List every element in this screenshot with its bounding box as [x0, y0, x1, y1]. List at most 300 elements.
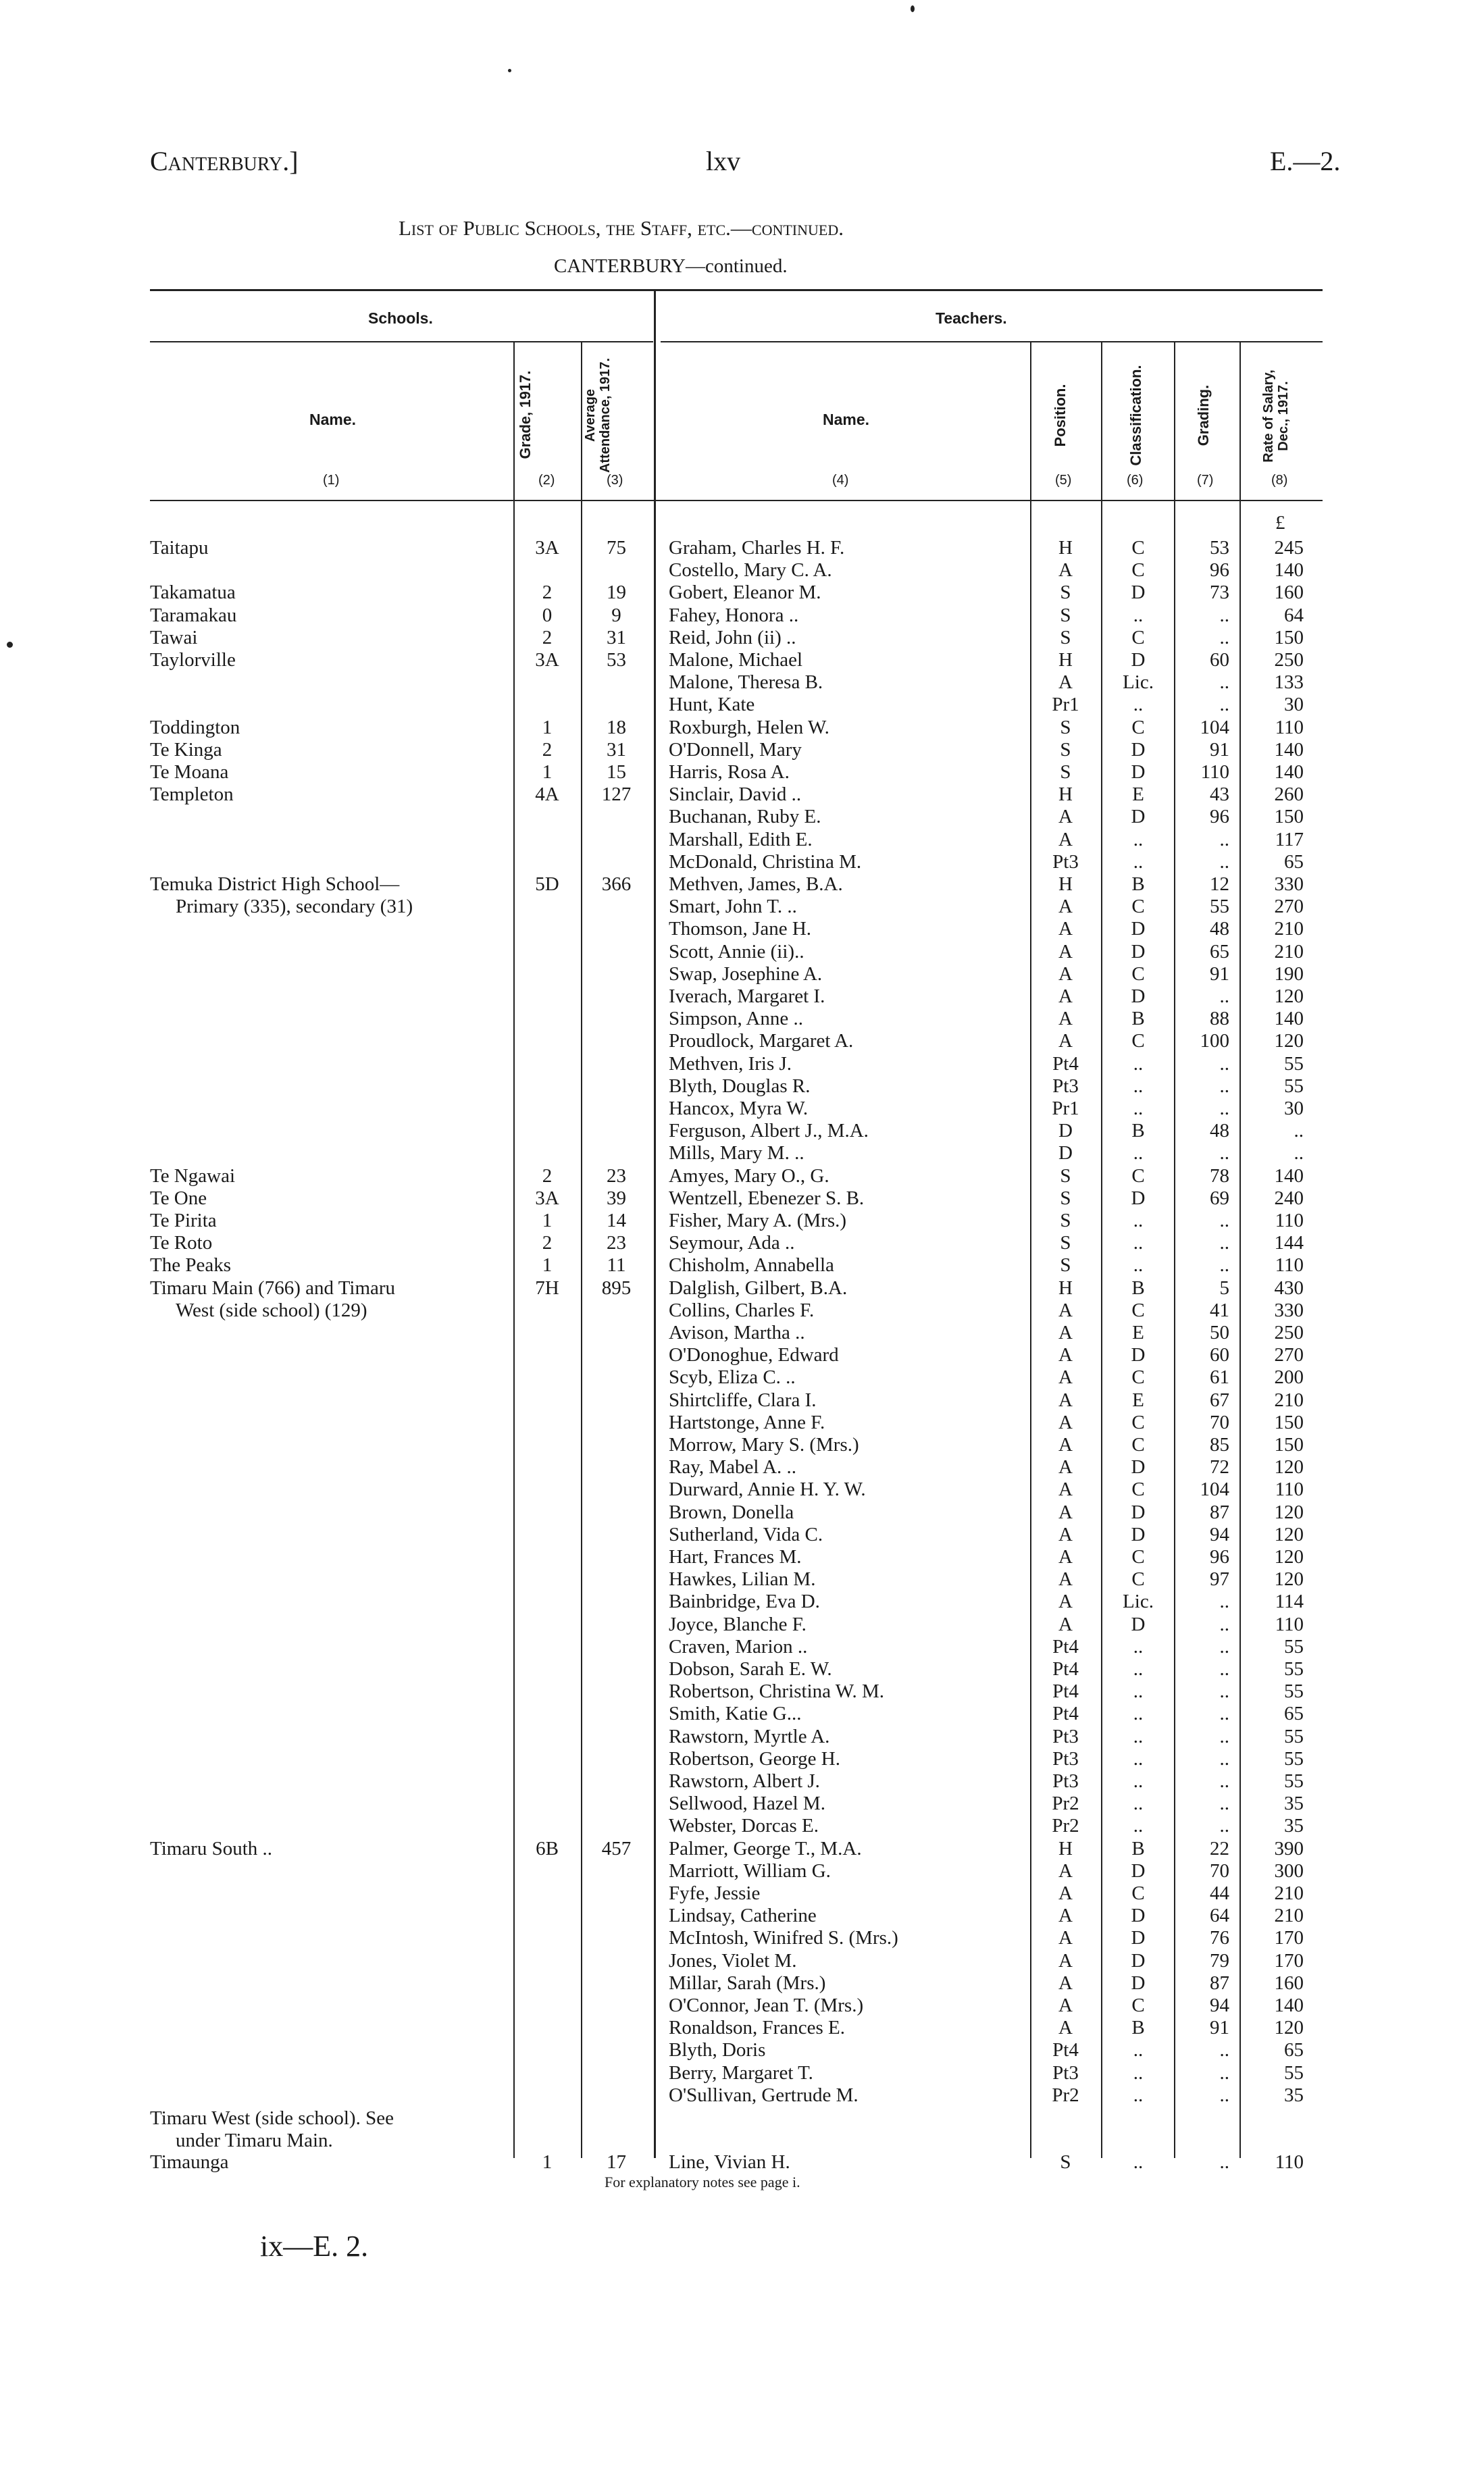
grade-value: 2	[542, 582, 553, 604]
classification-value: C	[1131, 1164, 1145, 1187]
teacher-name: Iverach, Margaret I.	[669, 985, 825, 1007]
salary-value: 140	[1274, 761, 1304, 783]
school-name: Tawai	[150, 626, 198, 648]
attendance-value: 23	[607, 1232, 626, 1254]
col-rule-1	[513, 341, 515, 2158]
header-left: Canterbury.]	[150, 146, 299, 176]
position-value: A	[1058, 1366, 1073, 1389]
grade-value: 2	[542, 1164, 553, 1187]
classification-value: B	[1131, 873, 1145, 895]
classification-value: ..	[1133, 1098, 1144, 1119]
grade-value: 1	[542, 716, 553, 738]
position-value: A	[1058, 1008, 1073, 1030]
grading-value: 64	[1210, 1905, 1229, 1927]
teacher-name: Malone, Theresa B.	[669, 671, 823, 694]
grade-value: 1	[542, 2151, 553, 2173]
attendance-value: 75	[607, 537, 626, 559]
grading-heading: Grading.	[1195, 384, 1212, 446]
school-name: Timaru South ..	[150, 1837, 273, 1859]
grading-value: 110	[1200, 761, 1229, 783]
school-name: Taitapu	[150, 537, 209, 559]
attendance-value: 11	[607, 1254, 626, 1277]
attendance-value: 17	[607, 2151, 626, 2173]
teacher-name: O'Sullivan, Gertrude M.	[669, 2084, 859, 2106]
salary-value: 55	[1284, 1680, 1304, 1703]
grading-value: ..	[1219, 1232, 1229, 1254]
grading-value: 88	[1210, 1008, 1229, 1030]
col-num-3: (3)	[607, 473, 623, 488]
teacher-name: Ray, Mabel A. ..	[669, 1456, 797, 1479]
position-value: S	[1060, 626, 1071, 648]
position-value: A	[1058, 671, 1073, 694]
grading-value: 104	[1200, 1479, 1229, 1501]
classification-value: D	[1131, 1187, 1146, 1209]
salary-value: 300	[1274, 1859, 1304, 1882]
salary-value: 140	[1274, 559, 1304, 582]
attendance-value: 31	[607, 626, 626, 648]
teacher-name: Blyth, Douglas R.	[669, 1075, 811, 1097]
salary-value: 240	[1274, 1187, 1304, 1209]
attendance-value: 15	[607, 761, 626, 783]
salary-value: 170	[1274, 1927, 1304, 1949]
grading-value: 76	[1210, 1927, 1229, 1949]
classification-value: ..	[1133, 694, 1144, 716]
teacher-name: Webster, Dorcas E.	[669, 1815, 819, 1837]
grading-value: 104	[1200, 716, 1229, 738]
teacher-name: Berry, Margaret T.	[669, 2061, 813, 2084]
grading-value: 91	[1210, 738, 1229, 761]
classification-value: C	[1131, 963, 1145, 985]
classification-value: E	[1132, 1389, 1144, 1411]
school-name-heading: Name.	[309, 411, 357, 428]
col-num-8: (8)	[1271, 473, 1288, 488]
grade-value: 3A	[535, 649, 559, 671]
teacher-name: Dalglish, Gilbert, B.A.	[669, 1277, 848, 1299]
col-num-7: (7)	[1197, 473, 1214, 488]
position-value: Pt4	[1052, 1680, 1079, 1703]
classification-value: D	[1131, 1905, 1146, 1927]
classification-value: ..	[1133, 2039, 1144, 2061]
grading-value: 70	[1210, 1859, 1229, 1882]
teacher-name: Buchanan, Ruby E.	[669, 806, 821, 828]
position-value: S	[1060, 1254, 1071, 1277]
teacher-name: Wentzell, Ebenezer S. B.	[669, 1187, 865, 1209]
teacher-name: Swap, Josephine A.	[669, 963, 823, 985]
position-value: A	[1058, 1568, 1073, 1591]
teacher-name: Gobert, Eleanor M.	[669, 582, 821, 604]
salary-value: 55	[1284, 1635, 1304, 1658]
classification-value: C	[1131, 559, 1145, 582]
salary-value: 114	[1275, 1591, 1304, 1613]
position-value: D	[1058, 1142, 1073, 1164]
salary-value: 150	[1274, 1411, 1304, 1433]
teacher-name: Sinclair, David ..	[669, 784, 802, 806]
teacher-name: Amyes, Mary O., G.	[669, 1164, 829, 1187]
grading-value: 94	[1210, 1523, 1229, 1545]
salary-value: 120	[1274, 1501, 1304, 1523]
position-value: S	[1060, 2151, 1071, 2173]
grading-value: ..	[1219, 1142, 1229, 1164]
grading-value: ..	[1219, 626, 1229, 648]
salary-value: 110	[1275, 1254, 1304, 1277]
classification-value: ..	[1133, 604, 1144, 626]
salary-value: 55	[1284, 1052, 1304, 1075]
teacher-name: Mills, Mary M. ..	[669, 1142, 804, 1164]
classification-value: ..	[1133, 1703, 1144, 1725]
position-value: Pt3	[1052, 1075, 1079, 1097]
schools-heading: Schools.	[368, 309, 433, 327]
salary-value: 140	[1274, 1164, 1304, 1187]
salary-value: 120	[1274, 985, 1304, 1007]
teacher-name: Lindsay, Catherine	[669, 1905, 817, 1927]
position-value: S	[1060, 1232, 1071, 1254]
classification-value: D	[1131, 649, 1146, 671]
grading-value: 65	[1210, 940, 1229, 963]
classification-value: C	[1131, 1411, 1145, 1433]
classification-heading: Classification.	[1127, 365, 1144, 466]
salary-value: 30	[1284, 1098, 1304, 1119]
teacher-name: McDonald, Christina M.	[669, 850, 862, 873]
grade-value: 1	[542, 1254, 553, 1277]
grading-value: ..	[1219, 694, 1229, 716]
salary-value: 110	[1275, 2151, 1304, 2173]
col-rule-3	[654, 289, 656, 2158]
position-value: Pr2	[1052, 1793, 1079, 1815]
school-name: Templeton	[150, 784, 234, 806]
classification-value: ..	[1133, 2084, 1144, 2106]
position-value: Pr2	[1052, 1815, 1079, 1837]
classification-value: C	[1131, 896, 1145, 918]
teacher-name: Hancox, Myra W.	[669, 1098, 809, 1119]
classification-value: D	[1131, 1501, 1146, 1523]
teacher-name: Jones, Violet M.	[669, 1949, 797, 1972]
grading-value: ..	[1219, 1254, 1229, 1277]
teacher-name: Palmer, George T., M.A.	[669, 1837, 862, 1859]
classification-value: C	[1131, 1434, 1145, 1456]
teacher-name: Robertson, Christina W. M.	[669, 1680, 885, 1703]
classification-value: C	[1131, 1030, 1145, 1052]
col-num-2: (2)	[538, 473, 555, 488]
teacher-name: Harris, Rosa A.	[669, 761, 790, 783]
classification-value: C	[1131, 537, 1145, 559]
school-name-cont: West (side school) (129)	[176, 1299, 367, 1321]
teacher-name: Ronaldson, Frances E.	[669, 2017, 845, 2039]
salary-value: 260	[1274, 784, 1304, 806]
teacher-name: Thomson, Jane H.	[669, 918, 812, 940]
grading-value: 97	[1210, 1568, 1229, 1591]
teacher-name: O'Donnell, Mary	[669, 738, 802, 761]
salary-value: 190	[1274, 963, 1304, 985]
classification-value: ..	[1133, 1747, 1144, 1770]
grading-value: 91	[1210, 2017, 1229, 2039]
position-value: A	[1058, 1546, 1073, 1568]
classification-value: D	[1131, 1859, 1146, 1882]
classification-value: ..	[1133, 828, 1144, 850]
grading-value: 44	[1210, 1882, 1229, 1904]
teacher-name: Collins, Charles F.	[669, 1299, 815, 1321]
position-value: Pt4	[1052, 1658, 1079, 1680]
teacher-name: Sutherland, Vida C.	[669, 1523, 823, 1545]
salary-value: 120	[1274, 1546, 1304, 1568]
grading-value: 70	[1210, 1411, 1229, 1433]
position-value: S	[1060, 716, 1071, 738]
col-rule-5	[1101, 341, 1102, 2158]
grading-value: 79	[1210, 1949, 1229, 1972]
teacher-name: Rawstorn, Albert J.	[669, 1770, 820, 1792]
teacher-name: Fisher, Mary A. (Mrs.)	[669, 1210, 847, 1231]
classification-value: E	[1132, 784, 1144, 806]
position-value: A	[1058, 806, 1073, 828]
position-value: H	[1058, 873, 1073, 895]
salary-value: 55	[1284, 1747, 1304, 1770]
school-name: Taylorville	[150, 649, 236, 671]
salary-value: 140	[1274, 738, 1304, 761]
salary-value: 55	[1284, 1725, 1304, 1747]
position-value: S	[1060, 604, 1071, 626]
salary-value: 117	[1275, 828, 1304, 850]
position-value: A	[1058, 1456, 1073, 1479]
classification-value: D	[1131, 761, 1146, 783]
grade-value: 3A	[535, 537, 559, 559]
col-rule-7	[1239, 341, 1241, 2158]
school-name: Te Kinga	[150, 738, 222, 761]
classification-value: C	[1131, 1995, 1145, 2016]
teacher-name: Hart, Frances M.	[669, 1546, 802, 1568]
classification-value: ..	[1133, 1232, 1144, 1254]
grading-value: 87	[1210, 1972, 1229, 1994]
school-name: Takamatua	[150, 582, 236, 604]
school-name: Timaunga	[150, 2151, 229, 2173]
grading-value: 100	[1200, 1030, 1229, 1052]
classification-value: ..	[1133, 1635, 1144, 1658]
position-value: H	[1058, 1277, 1073, 1299]
position-value: A	[1058, 1949, 1073, 1972]
classification-value: ..	[1133, 1815, 1144, 1837]
attendance-value: 23	[607, 1164, 626, 1187]
classification-value: ..	[1133, 1075, 1144, 1097]
col-rule-6	[1174, 341, 1175, 2158]
grading-value: 61	[1210, 1366, 1229, 1389]
school-name: Te Moana	[150, 761, 229, 783]
teacher-name: Scott, Annie (ii)..	[669, 940, 804, 963]
grading-value: ..	[1219, 1210, 1229, 1231]
classification-value: D	[1131, 985, 1146, 1007]
page-subtitle: CANTERBURY—continued.	[554, 255, 788, 277]
classification-value: ..	[1133, 1142, 1144, 1164]
grading-value: 87	[1210, 1501, 1229, 1523]
classification-value: C	[1131, 1882, 1145, 1904]
attendance-value: 9	[611, 604, 621, 626]
position-value: A	[1058, 1501, 1073, 1523]
position-value: A	[1058, 1344, 1073, 1366]
salary-value: 150	[1274, 626, 1304, 648]
salary-value: 210	[1274, 1905, 1304, 1927]
salary-value: 160	[1274, 582, 1304, 604]
teachers-group-rule	[661, 341, 1323, 342]
teacher-name: Simpson, Anne ..	[669, 1008, 803, 1030]
attendance-value: 53	[607, 649, 626, 671]
classification-value: B	[1131, 2017, 1145, 2039]
teacher-name: Hartstonge, Anne F.	[669, 1411, 825, 1433]
classification-value: C	[1131, 1568, 1145, 1591]
grading-value: ..	[1219, 1747, 1229, 1770]
salary-value: 120	[1274, 2017, 1304, 2039]
classification-value: Lic.	[1123, 671, 1154, 694]
grading-value: 69	[1210, 1187, 1229, 1209]
grade-value: 1	[542, 761, 553, 783]
position-value: Pt4	[1052, 2039, 1079, 2061]
grade-value: 2	[542, 738, 553, 761]
position-value: Pt4	[1052, 1635, 1079, 1658]
teacher-name: Smith, Katie G...	[669, 1703, 802, 1725]
school-name-cont: Primary (335), secondary (31)	[176, 896, 413, 918]
grading-value: ..	[1219, 2061, 1229, 2084]
classification-value: ..	[1133, 1052, 1144, 1075]
salary-value: 140	[1274, 1008, 1304, 1030]
teacher-name: Brown, Donella	[669, 1501, 794, 1523]
teacher-name: Malone, Michael	[669, 649, 803, 671]
grading-value: ..	[1219, 1703, 1229, 1725]
teacher-name: Chisholm, Annabella	[669, 1254, 834, 1277]
position-value: A	[1058, 896, 1073, 918]
school-name: The Peaks	[150, 1254, 231, 1277]
grading-value: 50	[1210, 1322, 1229, 1343]
classification-value: ..	[1133, 1658, 1144, 1680]
classification-value: C	[1131, 1479, 1145, 1501]
teacher-name: Smart, John T. ..	[669, 896, 797, 918]
salary-value: 210	[1274, 1389, 1304, 1411]
grading-value: 5	[1219, 1277, 1229, 1299]
page-number: lxv	[706, 146, 741, 176]
position-value: A	[1058, 1613, 1073, 1635]
grade-value: 6B	[536, 1837, 559, 1859]
position-value: D	[1058, 1120, 1073, 1142]
teacher-name: Millar, Sarah (Mrs.)	[669, 1972, 826, 1994]
grading-value: ..	[1219, 1815, 1229, 1837]
classification-value: C	[1131, 716, 1145, 738]
classification-value: B	[1131, 1120, 1145, 1142]
salary-value: 55	[1284, 1658, 1304, 1680]
position-value: S	[1060, 582, 1071, 604]
grading-value: ..	[1219, 1613, 1229, 1635]
position-value: A	[1058, 918, 1073, 940]
grading-value: ..	[1219, 1052, 1229, 1075]
classification-value: D	[1131, 738, 1146, 761]
teacher-name: Joyce, Blanche F.	[669, 1613, 807, 1635]
col-rule-2	[581, 341, 582, 2158]
position-value: A	[1058, 1972, 1073, 1994]
position-value: Pr2	[1052, 2084, 1079, 2106]
salary-value: 110	[1275, 716, 1304, 738]
position-value: A	[1058, 1299, 1073, 1321]
position-value: A	[1058, 2017, 1073, 2039]
grading-value: ..	[1219, 828, 1229, 850]
position-value: H	[1058, 1837, 1073, 1859]
salary-value: 30	[1284, 694, 1304, 716]
teacher-name: Dobson, Sarah E. W.	[669, 1658, 832, 1680]
school-name: Temuka District High School—	[150, 873, 400, 895]
salary-value: 120	[1274, 1456, 1304, 1479]
grade-heading: Grade, 1917.	[517, 370, 534, 459]
salary-value: 120	[1274, 1523, 1304, 1545]
grading-value: 96	[1210, 1546, 1229, 1568]
salary-value: 55	[1284, 1770, 1304, 1792]
grading-value: ..	[1219, 1658, 1229, 1680]
salary-value: 65	[1284, 1703, 1304, 1725]
grading-value: ..	[1219, 2084, 1229, 2106]
teacher-name: Robertson, George H.	[669, 1747, 840, 1770]
school-name: Te Pirita	[150, 1210, 217, 1231]
grading-value: ..	[1219, 1725, 1229, 1747]
classification-value: ..	[1133, 1725, 1144, 1747]
classification-value: ..	[1133, 1770, 1144, 1792]
grading-value: 96	[1210, 559, 1229, 582]
position-value: A	[1058, 828, 1073, 850]
grading-value: 55	[1210, 896, 1229, 918]
position-heading: Position.	[1052, 384, 1069, 447]
position-value: A	[1058, 559, 1073, 582]
teacher-name: Fyfe, Jessie	[669, 1882, 761, 1904]
salary-value: 150	[1274, 806, 1304, 828]
school-name: Timaru Main (766) and Timaru	[150, 1277, 396, 1299]
position-value: Pt4	[1052, 1703, 1079, 1725]
grade-value: 1	[542, 1210, 553, 1231]
position-value: A	[1058, 1859, 1073, 1882]
position-value: Pt3	[1052, 1747, 1079, 1770]
teacher-name: Bainbridge, Eva D.	[669, 1591, 820, 1613]
teacher-name: Avison, Martha ..	[669, 1322, 805, 1343]
teacher-name: Marshall, Edith E.	[669, 828, 813, 850]
grade-value: 2	[542, 626, 553, 648]
salary-value: 200	[1274, 1366, 1304, 1389]
salary-value: 110	[1275, 1479, 1304, 1501]
header-right: E.—2.	[1270, 146, 1341, 176]
salary-value: 210	[1274, 918, 1304, 940]
position-value: H	[1058, 784, 1073, 806]
teacher-name: Blyth, Doris	[669, 2039, 766, 2061]
grading-value: ..	[1219, 2151, 1229, 2173]
teacher-name: Scyb, Eliza C. ..	[669, 1366, 796, 1389]
salary-heading: Rate of Salary, Dec., 1917.	[1261, 369, 1291, 463]
col-num-1: (1)	[323, 473, 340, 488]
position-value: Pt3	[1052, 2061, 1079, 2084]
grading-value: ..	[1219, 850, 1229, 873]
attendance-value: 18	[607, 716, 626, 738]
classification-value: C	[1131, 1299, 1145, 1321]
position-value: A	[1058, 1995, 1073, 2016]
salary-value: 390	[1274, 1837, 1304, 1859]
salary-value: 64	[1284, 604, 1304, 626]
salary-value: 330	[1274, 1299, 1304, 1321]
footnote: For explanatory notes see page i.	[605, 2174, 800, 2190]
salary-value: 140	[1274, 1995, 1304, 2016]
salary-value: 120	[1274, 1030, 1304, 1052]
salary-value: 55	[1284, 1075, 1304, 1097]
teacher-name: Hunt, Kate	[669, 694, 755, 716]
scan-speck	[7, 642, 13, 648]
classification-value: ..	[1133, 850, 1144, 873]
salary-value: 35	[1284, 1793, 1304, 1815]
grade-value: 5D	[535, 873, 559, 895]
teacher-name: Proudlock, Margaret A.	[669, 1030, 854, 1052]
teacher-name: Methven, James, B.A.	[669, 873, 843, 895]
salary-value: 210	[1274, 1882, 1304, 1904]
grading-value: 53	[1210, 537, 1229, 559]
classification-value: ..	[1133, 1254, 1144, 1277]
school-name: Te Roto	[150, 1232, 213, 1254]
attendance-value: 366	[601, 873, 632, 895]
teacher-name: Shirtcliffe, Clara I.	[669, 1389, 817, 1411]
